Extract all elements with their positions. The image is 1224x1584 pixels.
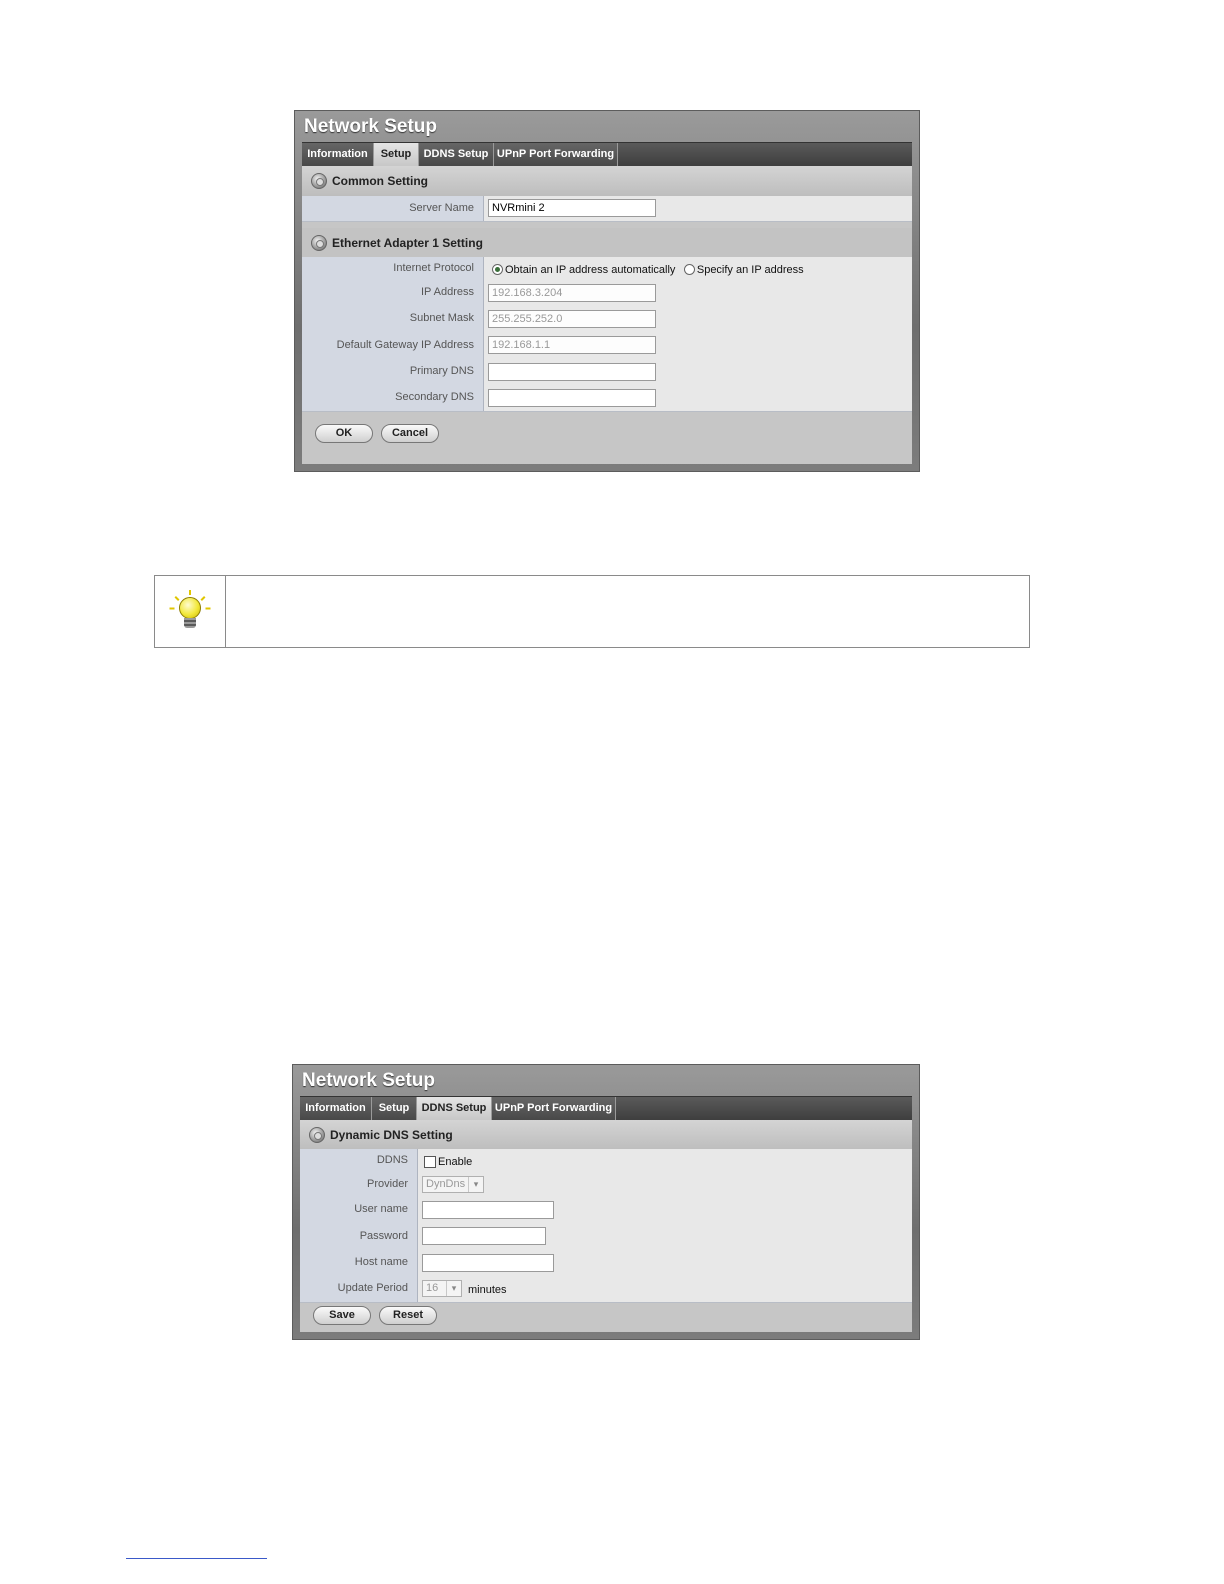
tab-setup[interactable]: Setup [372, 1097, 417, 1121]
secondary-dns-label: Secondary DNS [302, 385, 484, 411]
tab-setup[interactable]: Setup [374, 143, 419, 167]
tab-ddns-setup[interactable]: DDNS Setup [417, 1097, 492, 1121]
section-header-ethernet [302, 228, 912, 258]
row-subnet-mask [302, 306, 912, 333]
section-header-ddns [300, 1120, 912, 1150]
update-period-label: Update Period [300, 1276, 418, 1302]
panel-title: Network Setup [304, 116, 438, 137]
ip-address-label: IP Address [302, 280, 484, 306]
row-ip-address [302, 280, 912, 307]
radio-obtain-automatically[interactable] [492, 264, 503, 275]
update-period-unit: minutes [468, 1284, 507, 1296]
update-period-value: 16 [426, 1282, 439, 1294]
row-provider [300, 1172, 912, 1198]
password-label: Password [300, 1223, 418, 1250]
footnote-separator [126, 1558, 267, 1559]
option-auto-label: Obtain an IP address automatically [505, 263, 676, 276]
tab-upnp-port-forwarding[interactable]: UPnP Port Forwarding [492, 1097, 616, 1121]
subnet-mask-label: Subnet Mask [302, 306, 484, 332]
reset-button[interactable]: Reset [379, 1306, 437, 1325]
gateway-label: Default Gateway IP Address [302, 332, 484, 359]
provider-select[interactable] [422, 1176, 484, 1193]
hostname-label: Host name [300, 1250, 418, 1276]
row-password [300, 1223, 912, 1251]
row-username [300, 1197, 912, 1224]
primary-dns-label: Primary DNS [302, 359, 484, 385]
row-secondary-dns [302, 385, 912, 412]
server-name-input[interactable] [488, 199, 656, 217]
ddns-content [300, 1120, 912, 1332]
tip-icon-cell [155, 576, 226, 647]
tab-ddns-setup[interactable]: DDNS Setup [419, 143, 494, 167]
row-server-name [302, 196, 912, 222]
radio-specify-ip[interactable] [684, 264, 695, 275]
network-setup-panel [294, 110, 920, 472]
ok-button[interactable]: OK [315, 424, 373, 443]
ip-address-input[interactable] [488, 284, 656, 302]
password-input[interactable] [422, 1227, 546, 1245]
secondary-dns-input[interactable] [488, 389, 656, 407]
gateway-input[interactable] [488, 336, 656, 354]
provider-value: DynDns [426, 1178, 466, 1190]
username-input[interactable] [422, 1201, 554, 1219]
primary-dns-input[interactable] [488, 363, 656, 381]
gear-icon [311, 173, 327, 189]
setup-content [302, 166, 912, 464]
hostname-input[interactable] [422, 1254, 554, 1272]
cancel-button[interactable]: Cancel [381, 424, 439, 443]
save-button[interactable]: Save [313, 1306, 371, 1325]
tab-upnp-port-forwarding[interactable]: UPnP Port Forwarding [494, 143, 618, 167]
row-ddns [300, 1149, 912, 1173]
chevron-down-icon: ▾ [468, 1177, 483, 1192]
row-update-period [300, 1276, 912, 1303]
row-primary-dns [302, 359, 912, 386]
tab-information[interactable]: Information [302, 143, 374, 167]
chevron-down-icon: ▾ [446, 1281, 461, 1296]
gear-icon [309, 1127, 325, 1143]
ddns-label: DDNS [300, 1149, 418, 1172]
server-name-label: Server Name [302, 196, 484, 221]
username-label: User name [300, 1197, 418, 1223]
tab-bar [300, 1096, 912, 1121]
section-header-common [302, 166, 912, 196]
ddns-enable-checkbox[interactable] [424, 1156, 436, 1168]
gear-icon [311, 235, 327, 251]
tip-box [154, 575, 1030, 648]
row-hostname [300, 1250, 912, 1277]
option-static-label: Specify an IP address [696, 263, 804, 276]
panel-title: Network Setup [302, 1070, 436, 1091]
protocol-options [492, 261, 804, 279]
section-title: Dynamic DNS Setting [330, 1128, 453, 1142]
section-title: Ethernet Adapter 1 Setting [332, 236, 483, 250]
tab-information[interactable]: Information [300, 1097, 372, 1121]
ddns-enable-label: Enable [438, 1155, 473, 1168]
update-period-select[interactable] [422, 1280, 462, 1297]
tab-bar [302, 142, 912, 167]
provider-label: Provider [300, 1172, 418, 1197]
row-internet-protocol [302, 257, 912, 281]
section-title: Common Setting [332, 174, 428, 188]
ddns-enable-control [424, 1153, 472, 1171]
subnet-mask-input[interactable] [488, 310, 656, 328]
internet-protocol-label: Internet Protocol [302, 257, 484, 280]
row-default-gateway [302, 332, 912, 360]
network-setup-ddns-panel [292, 1064, 920, 1340]
lightbulb-icon [174, 594, 204, 632]
